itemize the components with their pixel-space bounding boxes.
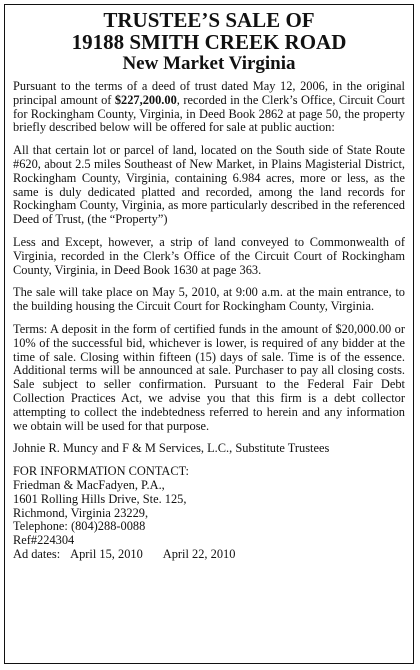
paragraph-sale-date: The sale will take place on May 5, 2010, at 9:00 a.m. at the main entrance, to the building housing the Circuit Court for Rockingham County, Virginia. bbox=[13, 285, 405, 314]
notice-body bbox=[13, 80, 405, 456]
contact-firm: Friedman & MacFadyen, P.A., bbox=[13, 477, 165, 492]
ad-date-1: April 15, 2010 bbox=[70, 546, 143, 561]
paragraph-trustees: Johnie R. Muncy and F & M Services, L.C., Substitute Trustees bbox=[13, 441, 330, 456]
principal-amount: $227,200.00 bbox=[114, 92, 177, 107]
legal-notice bbox=[4, 4, 414, 664]
ad-date-2: April 22, 2010 bbox=[162, 546, 236, 561]
p1-text-after: , recorded in the Clerk’s Office, Circuit Court for Rockingham County, Virginia, in Deed Book 2862 at page 50, the property briefly described below will be offered for sale at public auction: bbox=[13, 92, 405, 135]
contact-phone: Telephone: (804)288-0088 bbox=[13, 519, 146, 534]
ad-dates bbox=[13, 548, 405, 562]
p1-text-before: Pursuant to the terms of a deed of trust dated May 12, 2006, in the original principal amount of bbox=[13, 79, 405, 107]
contact-block bbox=[13, 465, 405, 562]
contact-city: Richmond, Virginia 23229, bbox=[13, 505, 149, 520]
paragraph-deed-of-trust bbox=[13, 80, 405, 135]
ad-dates-label: Ad dates: bbox=[13, 546, 61, 561]
paragraph-less-and-except: Less and Except, however, a strip of land conveyed to Commonwealth of Virginia, recorded in the Clerk’s Office of the Circuit Court of Rockingham County, Virginia, in Deed Book 1630 at page 363. bbox=[13, 234, 405, 277]
title-line-2: 19188 SMITH CREEK ROAD bbox=[71, 30, 347, 54]
paragraph-terms: Terms: A deposit in the form of certified funds in the amount of $20,000.00 or 10% of the successful bid, whichever is lower, is required of any bidder at the time of sale. Closing within fifteen (15) days of sale. Time is of the essence. Additional terms will be announced at sale. Purchaser to pay all closing costs. Sale subject to seller confirmation. Pursuant to the Federal Fair Debt Collection Practices Act, we advise you that this firm is a debt collector attempting to collect the indebtedness referred to herein and any information we obtain will be used for that purpose. bbox=[13, 321, 405, 433]
title-line-3: New Market Virginia bbox=[122, 53, 296, 74]
contact-ref: Ref#224304 bbox=[13, 533, 75, 548]
contact-heading: FOR INFORMATION CONTACT: bbox=[13, 464, 190, 479]
paragraph-property-description: All that certain lot or parcel of land, located on the South side of State Route #620, about 2.5 miles Southeast of New Market, in Plains Magisterial District, Rockingham County, Virginia, containing 6.984 acres, more or less, as the same is duly dedicated platted and recorded, among the land records for Rockingham County, Virginia, as more particularly described in the referenced Deed of Trust, (the “Property”) bbox=[13, 143, 405, 227]
title-line-1: TRUSTEE’S SALE OF bbox=[103, 8, 315, 32]
notice-title bbox=[13, 9, 405, 75]
contact-street: 1601 Rolling Hills Drive, Ste. 125, bbox=[13, 491, 187, 506]
